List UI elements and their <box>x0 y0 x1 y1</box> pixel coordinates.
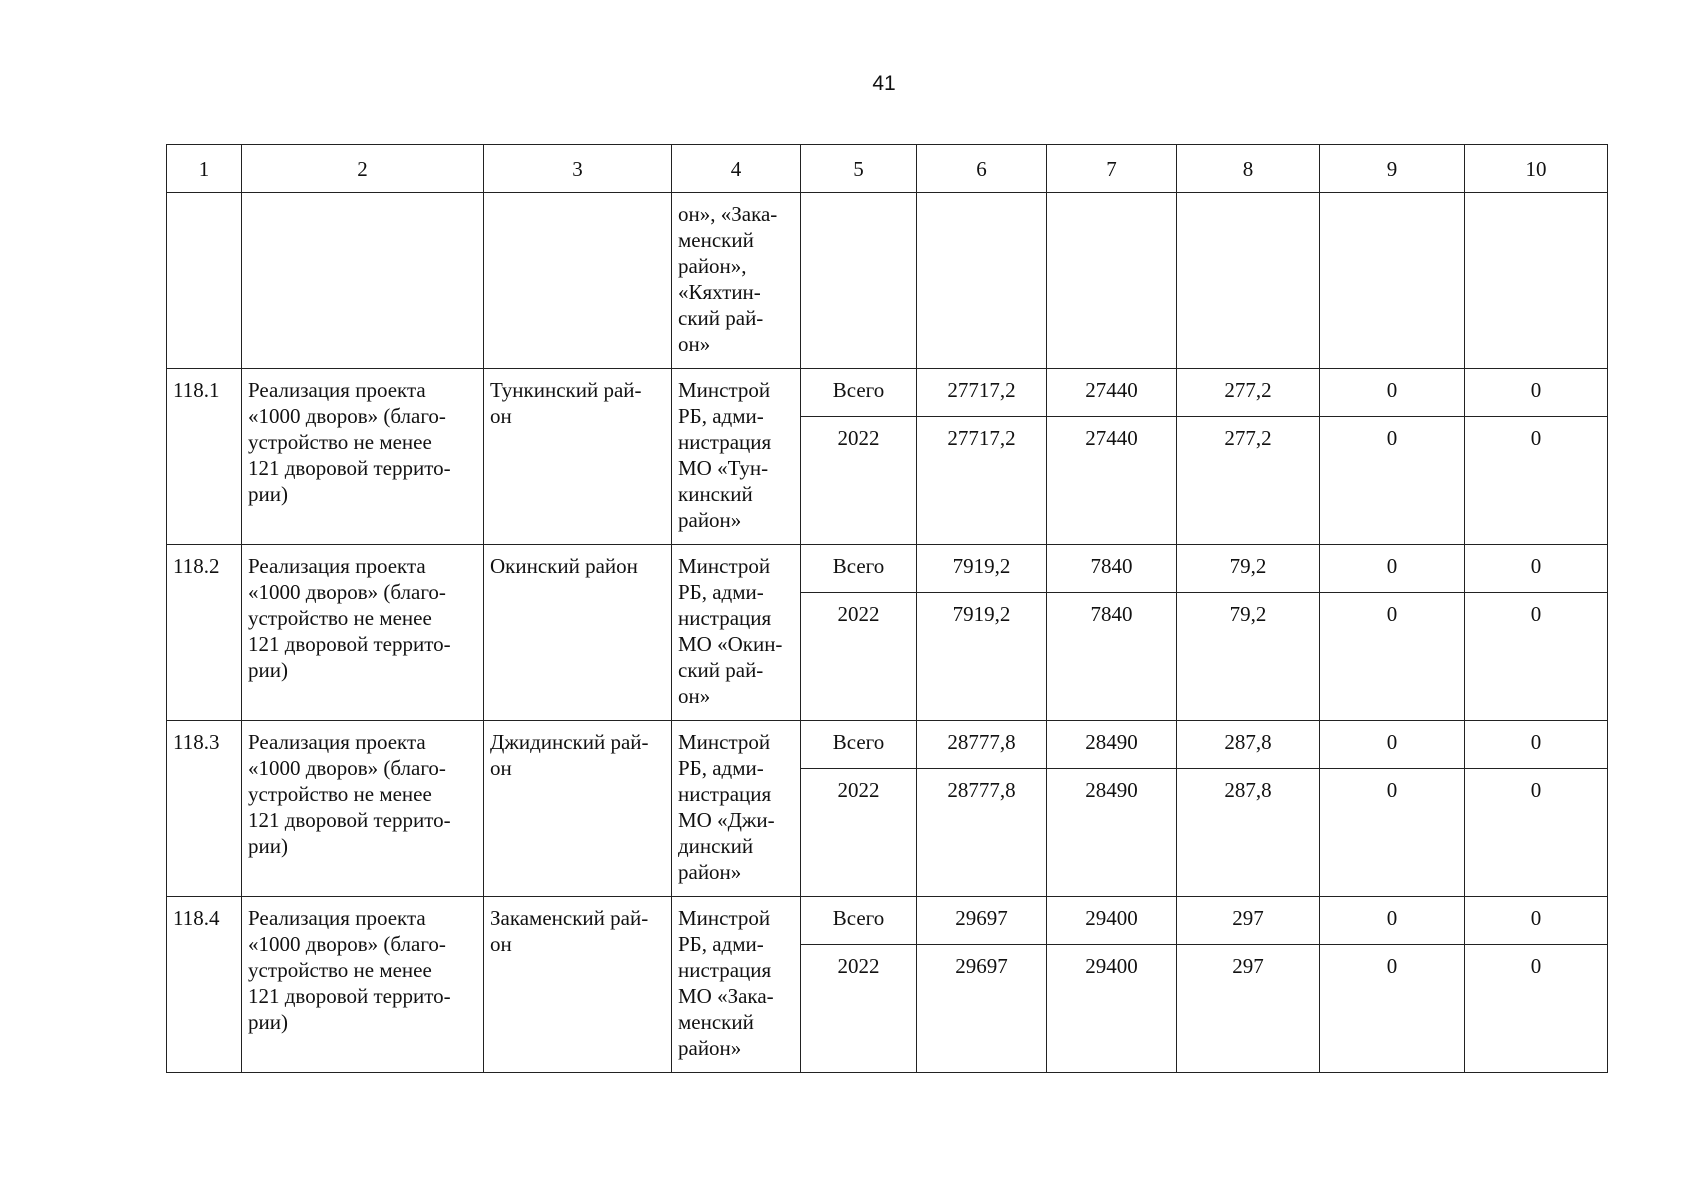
period-cell: Всего <box>801 545 917 593</box>
header-cell: 10 <box>1465 145 1608 193</box>
continued-executor-cell: он», «Зака- менский район», «Кяхтин- ский рай- он» <box>672 193 801 369</box>
total-cell: 27717,2 <box>917 369 1047 417</box>
other-sources-cell: 0 <box>1465 417 1608 545</box>
empty-cell <box>1465 193 1608 369</box>
local-budget-cell: 0 <box>1320 721 1465 769</box>
total-cell: 27717,2 <box>917 417 1047 545</box>
total-cell: 29697 <box>917 945 1047 1073</box>
total-cell: 28777,8 <box>917 721 1047 769</box>
empty-cell <box>167 193 242 369</box>
other-sources-cell: 0 <box>1465 769 1608 897</box>
row-number-cell: 118.4 <box>167 897 242 1073</box>
federal-budget-cell: 29400 <box>1047 897 1177 945</box>
period-cell: 2022 <box>801 417 917 545</box>
regional-budget-cell: 287,8 <box>1177 721 1320 769</box>
executor-cell: Минстрой РБ, адми- нистрация МО «Джи- динский район» <box>672 721 801 897</box>
row-number-cell: 118.2 <box>167 545 242 721</box>
table-row <box>167 545 1608 593</box>
local-budget-cell: 0 <box>1320 417 1465 545</box>
district-cell: Окинский район <box>484 545 672 721</box>
empty-cell <box>242 193 484 369</box>
period-cell: 2022 <box>801 769 917 897</box>
total-cell: 28777,8 <box>917 769 1047 897</box>
empty-cell <box>801 193 917 369</box>
other-sources-cell: 0 <box>1465 369 1608 417</box>
federal-budget-cell: 28490 <box>1047 769 1177 897</box>
period-cell: 2022 <box>801 945 917 1073</box>
period-cell: 2022 <box>801 593 917 721</box>
table-row <box>167 897 1608 945</box>
executor-cell: Минстрой РБ, адми- нистрация МО «Окин- ский рай- он» <box>672 545 801 721</box>
table-header-row <box>167 145 1608 193</box>
local-budget-cell: 0 <box>1320 945 1465 1073</box>
federal-budget-cell: 27440 <box>1047 417 1177 545</box>
header-cell: 8 <box>1177 145 1320 193</box>
regional-budget-cell: 297 <box>1177 945 1320 1073</box>
program-table <box>166 144 1608 1073</box>
continuation-row <box>167 193 1608 369</box>
federal-budget-cell: 7840 <box>1047 593 1177 721</box>
measure-name-cell: Реализация проекта «1000 дворов» (благо- устройство не менее 121 дворовой террито- рии) <box>242 369 484 545</box>
local-budget-cell: 0 <box>1320 593 1465 721</box>
header-cell: 9 <box>1320 145 1465 193</box>
row-number-cell: 118.3 <box>167 721 242 897</box>
empty-cell <box>1177 193 1320 369</box>
local-budget-cell: 0 <box>1320 897 1465 945</box>
federal-budget-cell: 29400 <box>1047 945 1177 1073</box>
period-cell: Всего <box>801 721 917 769</box>
header-cell: 7 <box>1047 145 1177 193</box>
total-cell: 7919,2 <box>917 593 1047 721</box>
other-sources-cell: 0 <box>1465 897 1608 945</box>
regional-budget-cell: 277,2 <box>1177 417 1320 545</box>
total-cell: 29697 <box>917 897 1047 945</box>
district-cell: Джидинский рай- он <box>484 721 672 897</box>
federal-budget-cell: 7840 <box>1047 545 1177 593</box>
other-sources-cell: 0 <box>1465 721 1608 769</box>
period-cell: Всего <box>801 897 917 945</box>
header-cell: 1 <box>167 145 242 193</box>
page-number: 41 <box>872 72 896 95</box>
district-cell: Закаменский рай- он <box>484 897 672 1073</box>
table-row <box>167 369 1608 417</box>
empty-cell <box>1320 193 1465 369</box>
regional-budget-cell: 287,8 <box>1177 769 1320 897</box>
local-budget-cell: 0 <box>1320 369 1465 417</box>
other-sources-cell: 0 <box>1465 945 1608 1073</box>
federal-budget-cell: 27440 <box>1047 369 1177 417</box>
period-cell: Всего <box>801 369 917 417</box>
regional-budget-cell: 79,2 <box>1177 593 1320 721</box>
total-cell: 7919,2 <box>917 545 1047 593</box>
header-cell: 2 <box>242 145 484 193</box>
executor-cell: Минстрой РБ, адми- нистрация МО «Тун- кинский район» <box>672 369 801 545</box>
empty-cell <box>917 193 1047 369</box>
measure-name-cell: Реализация проекта «1000 дворов» (благо- устройство не менее 121 дворовой террито- рии) <box>242 897 484 1073</box>
regional-budget-cell: 277,2 <box>1177 369 1320 417</box>
empty-cell <box>484 193 672 369</box>
executor-cell: Минстрой РБ, адми- нистрация МО «Зака- менский район» <box>672 897 801 1073</box>
regional-budget-cell: 297 <box>1177 897 1320 945</box>
measure-name-cell: Реализация проекта «1000 дворов» (благо- устройство не менее 121 дворовой террито- рии) <box>242 721 484 897</box>
federal-budget-cell: 28490 <box>1047 721 1177 769</box>
empty-cell <box>1047 193 1177 369</box>
other-sources-cell: 0 <box>1465 545 1608 593</box>
row-number-cell: 118.1 <box>167 369 242 545</box>
table-row <box>167 721 1608 769</box>
header-cell: 5 <box>801 145 917 193</box>
header-cell: 3 <box>484 145 672 193</box>
measure-name-cell: Реализация проекта «1000 дворов» (благо- устройство не менее 121 дворовой террито- рии) <box>242 545 484 721</box>
local-budget-cell: 0 <box>1320 769 1465 897</box>
regional-budget-cell: 79,2 <box>1177 545 1320 593</box>
other-sources-cell: 0 <box>1465 593 1608 721</box>
header-cell: 6 <box>917 145 1047 193</box>
district-cell: Тункинский рай- он <box>484 369 672 545</box>
local-budget-cell: 0 <box>1320 545 1465 593</box>
header-cell: 4 <box>672 145 801 193</box>
